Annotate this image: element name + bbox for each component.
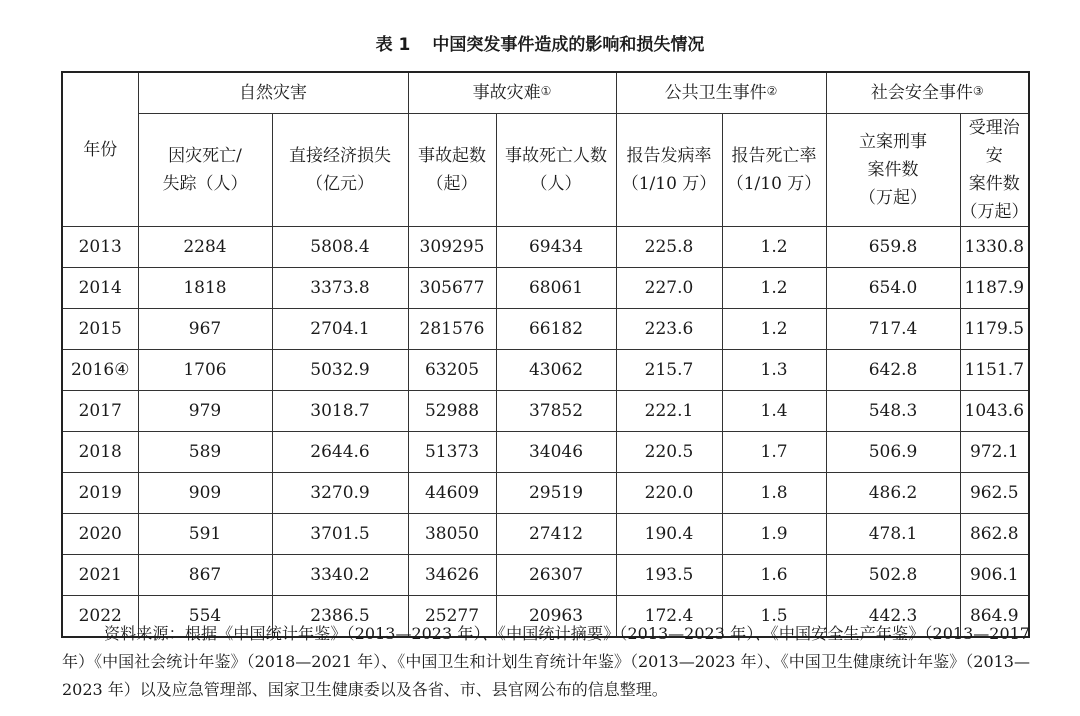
table-row bbox=[62, 514, 1029, 555]
value-cell: 3270.9 bbox=[272, 473, 408, 514]
column-header bbox=[722, 114, 826, 227]
value-cell: 227.0 bbox=[616, 268, 722, 309]
column-header bbox=[138, 114, 272, 227]
column-header-line: （1/10 万） bbox=[621, 174, 717, 194]
value-cell: 1330.8 bbox=[960, 227, 1029, 268]
value-cell: 51373 bbox=[408, 432, 496, 473]
value-cell: 1818 bbox=[138, 268, 272, 309]
column-header-line: 案件数 bbox=[968, 174, 1020, 194]
value-cell: 27412 bbox=[496, 514, 616, 555]
value-cell: 66182 bbox=[496, 309, 616, 350]
year-cell: 2014 bbox=[62, 268, 138, 309]
column-header-line: 事故死亡人数 bbox=[505, 146, 607, 166]
table-row bbox=[62, 350, 1029, 391]
year-cell: 2020 bbox=[62, 514, 138, 555]
value-cell: 5032.9 bbox=[272, 350, 408, 391]
source-note: 资料来源：根据《中国统计年鉴》（2013—2023 年）、《中国统计摘要》（2013—2023 年）、《中国安全生产年鉴》（2013—2017 年）《中国社会统计年鉴》（2018—2021 年）、《中国卫生和计划生育统计年鉴》（2013—2023 年）、《中国卫生健康统计年鉴》（2013—2023 年）以及应急管理部、国家卫生健康委以及各省、市、县官网公布的信息整理。 bbox=[62, 624, 1030, 699]
table-body bbox=[62, 227, 1029, 638]
value-cell: 38050 bbox=[408, 514, 496, 555]
value-cell: 1151.7 bbox=[960, 350, 1029, 391]
value-cell: 506.9 bbox=[826, 432, 960, 473]
group-header-accidents: 事故灾难① bbox=[408, 72, 616, 114]
column-header-line: （万起） bbox=[960, 202, 1029, 222]
year-cell: 2017 bbox=[62, 391, 138, 432]
value-cell: 1043.6 bbox=[960, 391, 1029, 432]
value-cell: 1.3 bbox=[722, 350, 826, 391]
table-row bbox=[62, 391, 1029, 432]
value-cell: 1.6 bbox=[722, 555, 826, 596]
value-cell: 867 bbox=[138, 555, 272, 596]
value-cell: 3340.2 bbox=[272, 555, 408, 596]
value-cell: 502.8 bbox=[826, 555, 960, 596]
table-row bbox=[62, 432, 1029, 473]
value-cell: 25277 bbox=[408, 596, 496, 638]
value-cell: 305677 bbox=[408, 268, 496, 309]
column-header-line: （1/10 万） bbox=[726, 174, 822, 194]
value-cell: 309295 bbox=[408, 227, 496, 268]
value-cell: 1.2 bbox=[722, 227, 826, 268]
year-cell: 2013 bbox=[62, 227, 138, 268]
column-header-line: 受理治安 bbox=[968, 118, 1020, 166]
value-cell: 2386.5 bbox=[272, 596, 408, 638]
year-cell: 2016④ bbox=[62, 350, 138, 391]
value-cell: 1706 bbox=[138, 350, 272, 391]
value-cell: 1179.5 bbox=[960, 309, 1029, 350]
value-cell: 222.1 bbox=[616, 391, 722, 432]
value-cell: 654.0 bbox=[826, 268, 960, 309]
value-cell: 962.5 bbox=[960, 473, 1029, 514]
group-header-natural-disasters: 自然灾害 bbox=[138, 72, 408, 114]
value-cell: 3018.7 bbox=[272, 391, 408, 432]
value-cell: 69434 bbox=[496, 227, 616, 268]
value-cell: 68061 bbox=[496, 268, 616, 309]
value-cell: 3373.8 bbox=[272, 268, 408, 309]
year-cell: 2021 bbox=[62, 555, 138, 596]
table-row bbox=[62, 268, 1029, 309]
value-cell: 44609 bbox=[408, 473, 496, 514]
column-header-line: 案件数 bbox=[867, 160, 919, 180]
column-header-line: 直接经济损失 bbox=[289, 146, 391, 166]
value-cell: 909 bbox=[138, 473, 272, 514]
table-title: 中国突发事件造成的影响和损失情况 bbox=[432, 35, 705, 55]
table-row bbox=[62, 309, 1029, 350]
value-cell: 20963 bbox=[496, 596, 616, 638]
value-cell: 2644.6 bbox=[272, 432, 408, 473]
year-header: 年份 bbox=[62, 72, 138, 227]
value-cell: 972.1 bbox=[960, 432, 1029, 473]
value-cell: 1.2 bbox=[722, 309, 826, 350]
table-number: 表 1 bbox=[375, 35, 411, 55]
table-row bbox=[62, 555, 1029, 596]
year-cell: 2015 bbox=[62, 309, 138, 350]
value-cell: 442.3 bbox=[826, 596, 960, 638]
data-table bbox=[61, 71, 1030, 638]
table-row bbox=[62, 473, 1029, 514]
column-header-line: 报告发病率 bbox=[626, 146, 712, 166]
value-cell: 2284 bbox=[138, 227, 272, 268]
value-cell: 223.6 bbox=[616, 309, 722, 350]
column-header-line: 失踪（人） bbox=[162, 174, 248, 194]
column-header-row bbox=[62, 114, 1029, 227]
value-cell: 478.1 bbox=[826, 514, 960, 555]
value-cell: 591 bbox=[138, 514, 272, 555]
column-header-line: 报告死亡率 bbox=[731, 146, 817, 166]
year-cell: 2022 bbox=[62, 596, 138, 638]
value-cell: 2704.1 bbox=[272, 309, 408, 350]
value-cell: 63205 bbox=[408, 350, 496, 391]
footnote-mark: ④ bbox=[114, 360, 130, 380]
value-cell: 967 bbox=[138, 309, 272, 350]
value-cell: 193.5 bbox=[616, 555, 722, 596]
value-cell: 220.0 bbox=[616, 473, 722, 514]
value-cell: 172.4 bbox=[616, 596, 722, 638]
value-cell: 1.7 bbox=[722, 432, 826, 473]
value-cell: 1.9 bbox=[722, 514, 826, 555]
value-cell: 659.8 bbox=[826, 227, 960, 268]
table-row bbox=[62, 227, 1029, 268]
value-cell: 29519 bbox=[496, 473, 616, 514]
column-header-line: 事故起数 bbox=[418, 146, 486, 166]
value-cell: 37852 bbox=[496, 391, 616, 432]
year-cell: 2019 bbox=[62, 473, 138, 514]
group-header-public-health: 公共卫生事件② bbox=[616, 72, 826, 114]
value-cell: 5808.4 bbox=[272, 227, 408, 268]
value-cell: 3701.5 bbox=[272, 514, 408, 555]
column-header bbox=[960, 114, 1029, 227]
value-cell: 486.2 bbox=[826, 473, 960, 514]
value-cell: 979 bbox=[138, 391, 272, 432]
value-cell: 1187.9 bbox=[960, 268, 1029, 309]
value-cell: 43062 bbox=[496, 350, 616, 391]
column-header bbox=[408, 114, 496, 227]
value-cell: 1.8 bbox=[722, 473, 826, 514]
value-cell: 548.3 bbox=[826, 391, 960, 432]
value-cell: 717.4 bbox=[826, 309, 960, 350]
value-cell: 52988 bbox=[408, 391, 496, 432]
value-cell: 220.5 bbox=[616, 432, 722, 473]
value-cell: 281576 bbox=[408, 309, 496, 350]
value-cell: 554 bbox=[138, 596, 272, 638]
value-cell: 1.2 bbox=[722, 268, 826, 309]
column-header-line: （亿元） bbox=[306, 174, 374, 194]
value-cell: 26307 bbox=[496, 555, 616, 596]
value-cell: 642.8 bbox=[826, 350, 960, 391]
value-cell: 225.8 bbox=[616, 227, 722, 268]
table-caption bbox=[0, 30, 1080, 55]
group-header-social-security: 社会安全事件③ bbox=[826, 72, 1029, 114]
value-cell: 1.4 bbox=[722, 391, 826, 432]
column-header-line: （人） bbox=[530, 174, 582, 194]
column-header-line: 立案刑事 bbox=[859, 132, 928, 152]
column-header bbox=[496, 114, 616, 227]
value-cell: 1.5 bbox=[722, 596, 826, 638]
column-header-line: （万起） bbox=[859, 188, 928, 208]
value-cell: 190.4 bbox=[616, 514, 722, 555]
year-cell: 2018 bbox=[62, 432, 138, 473]
column-header bbox=[616, 114, 722, 227]
value-cell: 34626 bbox=[408, 555, 496, 596]
value-cell: 864.9 bbox=[960, 596, 1029, 638]
column-header bbox=[272, 114, 408, 227]
value-cell: 862.8 bbox=[960, 514, 1029, 555]
column-header-line: （起） bbox=[426, 174, 478, 194]
value-cell: 215.7 bbox=[616, 350, 722, 391]
value-cell: 906.1 bbox=[960, 555, 1029, 596]
value-cell: 589 bbox=[138, 432, 272, 473]
value-cell: 34046 bbox=[496, 432, 616, 473]
header-group-row bbox=[62, 72, 1029, 114]
column-header-line: 因灾死亡/ bbox=[168, 146, 242, 166]
column-header bbox=[826, 114, 960, 227]
